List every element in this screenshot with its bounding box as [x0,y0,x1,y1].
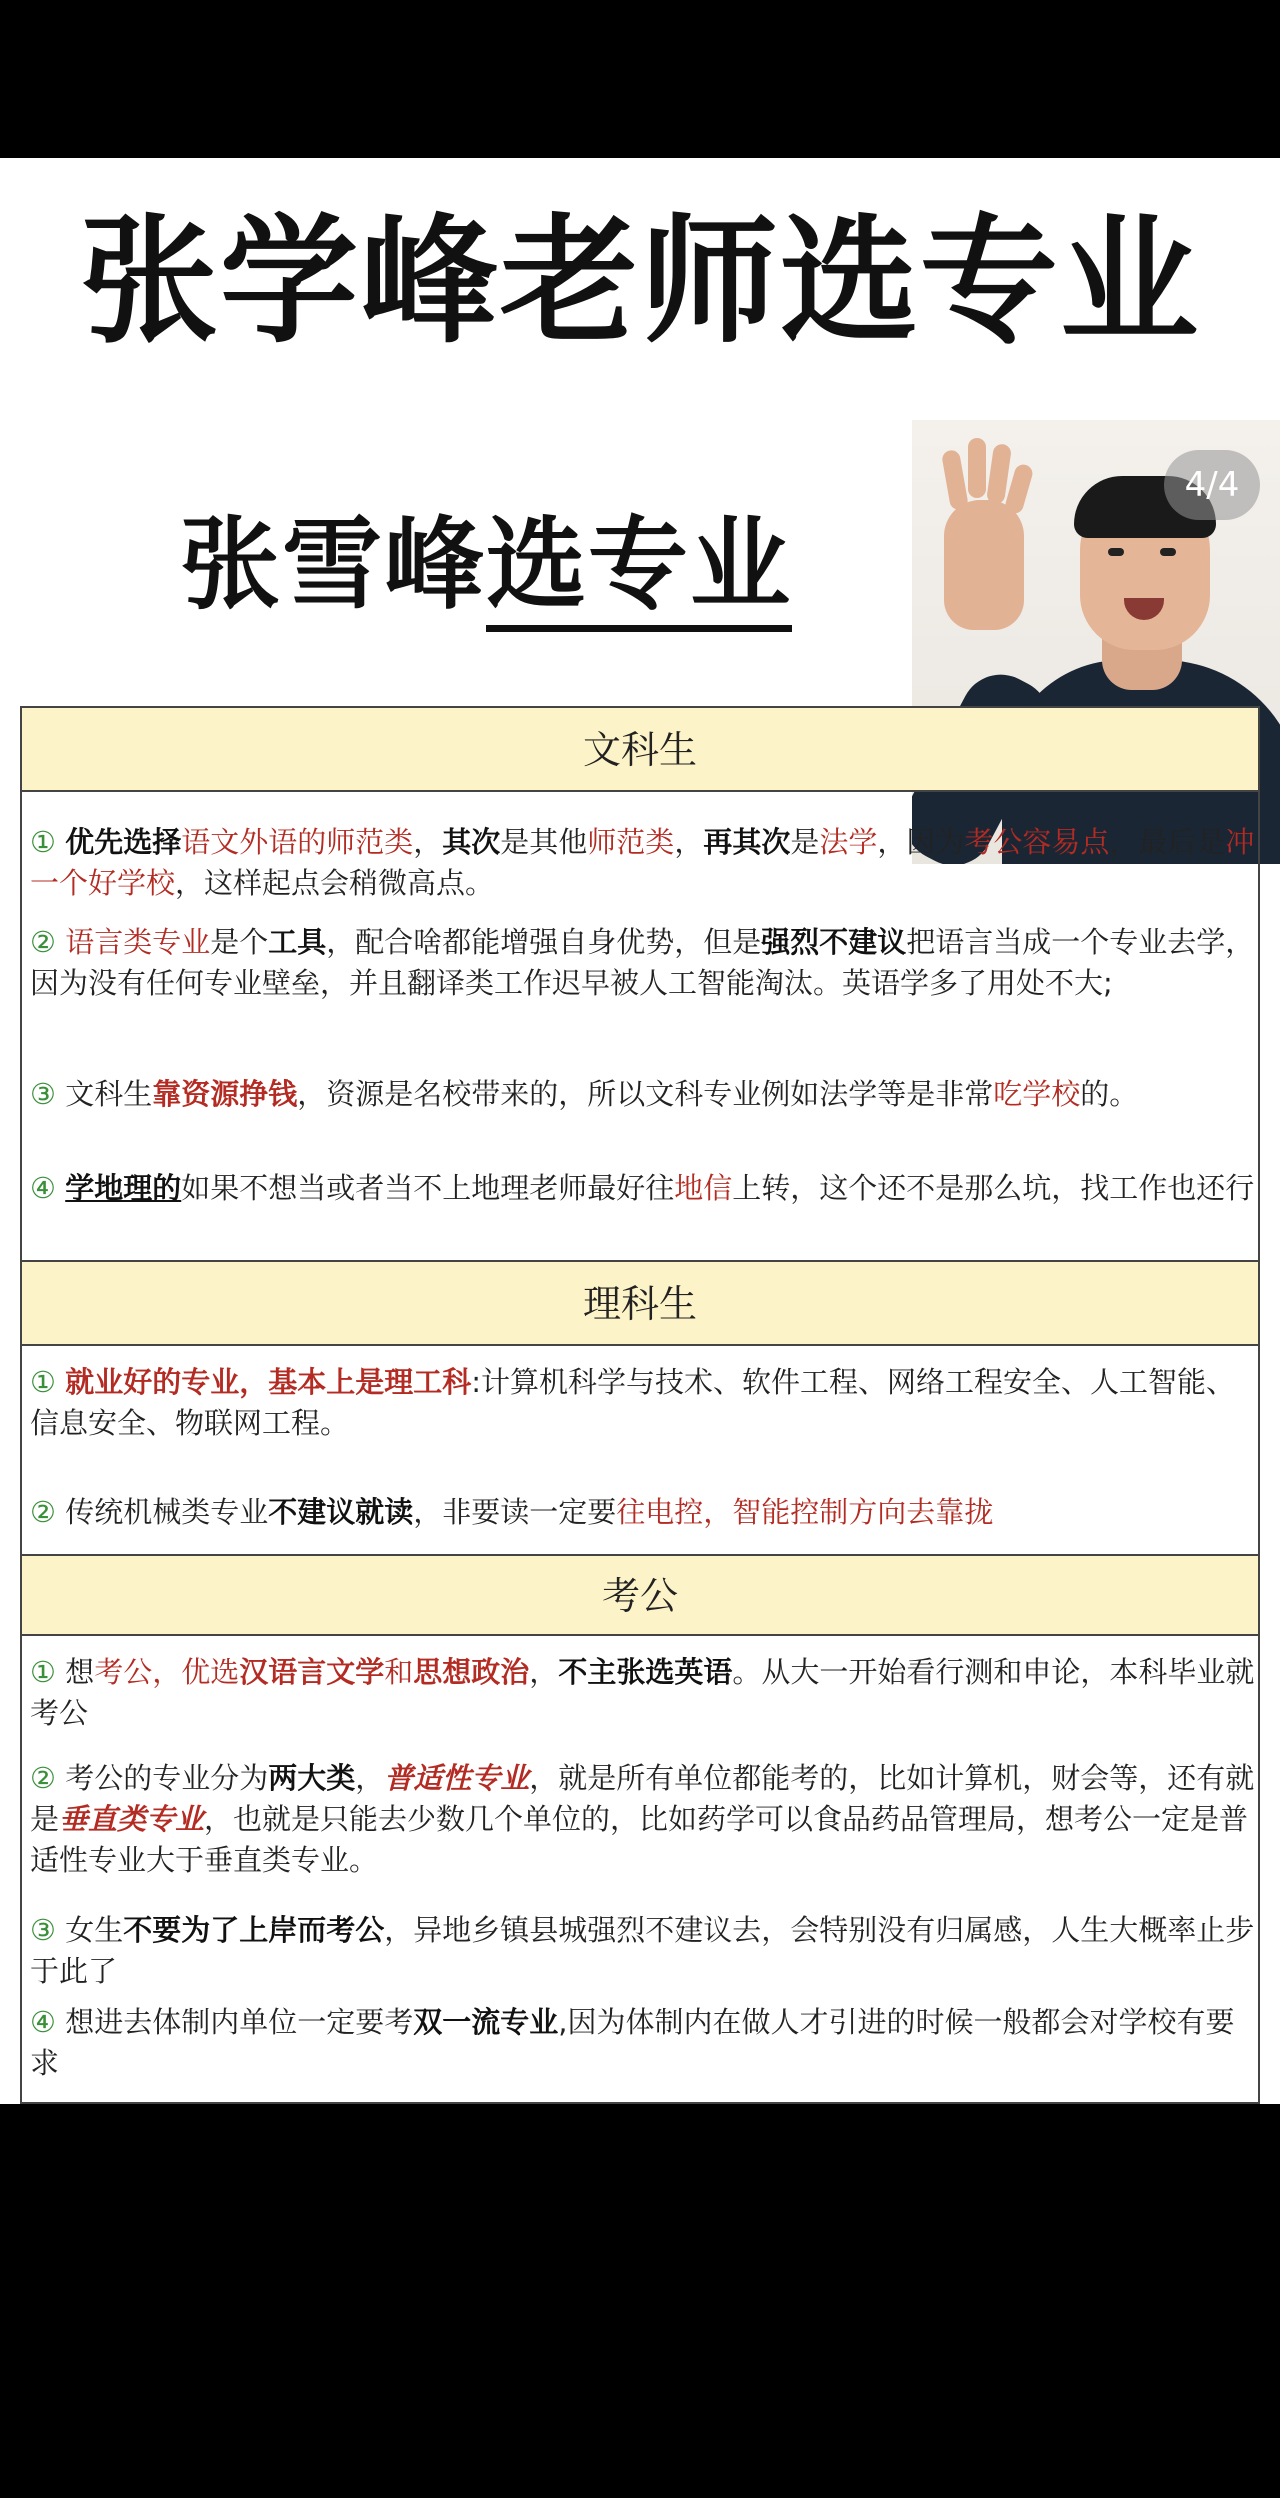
wenke-item-4: ④ 学地理的如果不想当或者当不上地理老师最好往地信上转，这个还不是那么坑，找工作也还行 [30,1171,1255,1205]
like-item-2: ② 传统机械类专业不建议就读，非要读一定要往电控，智能控制方向去靠拢 [30,1495,994,1529]
finger-shape [941,449,969,511]
kaogong-item-2: ② 考公的专业分为两大类，普适性专业，就是所有单位都能考的，比如计算机，财会等，还有就是垂直类专业，也就是只能去少数几个单位的，比如药学可以食品药品管理局，想考公一定是普适性专业大于垂直类专业。 [30,1761,1255,1877]
main-title: 张学峰老师选专业 [79,201,1200,362]
presenter-eye [1160,548,1176,556]
subtitle-underlined: 选专业 [486,506,792,632]
infographic-page [0,158,1280,2104]
wenke-item-3: ③ 文科生靠资源挣钱，资源是名校带来的，所以文科专业例如法学等是非常吃学校的。 [30,1077,1139,1111]
kaogong-item-1: ① 想考公，优选汉语言文学和思想政治，不主张选英语。从大一开始看行测和申论，本科毕业就考公 [30,1655,1255,1730]
wenke-item-2: ② 语言类专业是个工具，配合啥都能增强自身优势，但是强烈不建议把语言当成一个专业去学，因为没有任何专业壁垒，并且翻译类工作迟早被人工智能淘汰。英语学多了用处不大; [30,925,1255,1000]
kaogong-item-3: ③ 女生不要为了上岸而考公，异地乡镇县城强烈不建议去，会特别没有归属感，人生大概率止步于此了 [30,1913,1255,1988]
presenter-eye [1108,548,1124,556]
page-indicator-badge: 4/4 [1164,450,1260,520]
like-item-1: ① 就业好的专业，基本上是理工科:计算机科学与技术、软件工程、网络工程安全、人工智能、信息安全、物联网工程。 [30,1365,1236,1440]
presenter-hand [944,500,1024,630]
section-header-like: 理科生 [22,1262,1258,1346]
subtitle-name: 张雪峰 [180,506,486,623]
section-header-kaogong: 考公 [22,1556,1258,1636]
section-header-wenke: 文科生 [22,708,1258,792]
subtitle [180,506,792,623]
kaogong-item-4: ④ 想进去体制内单位一定要考双一流专业,因为体制内在做人才引进的时候一般都会对学校有要求 [30,2005,1235,2080]
wenke-item-1: ① 优先选择语文外语的师范类，其次是其他师范类，再其次是法学，因为考公容易点，最后是冲一个好学校，这样起点会稍微高点。 [30,825,1255,900]
finger-shape [968,438,986,498]
major-advice-table [20,706,1260,2104]
